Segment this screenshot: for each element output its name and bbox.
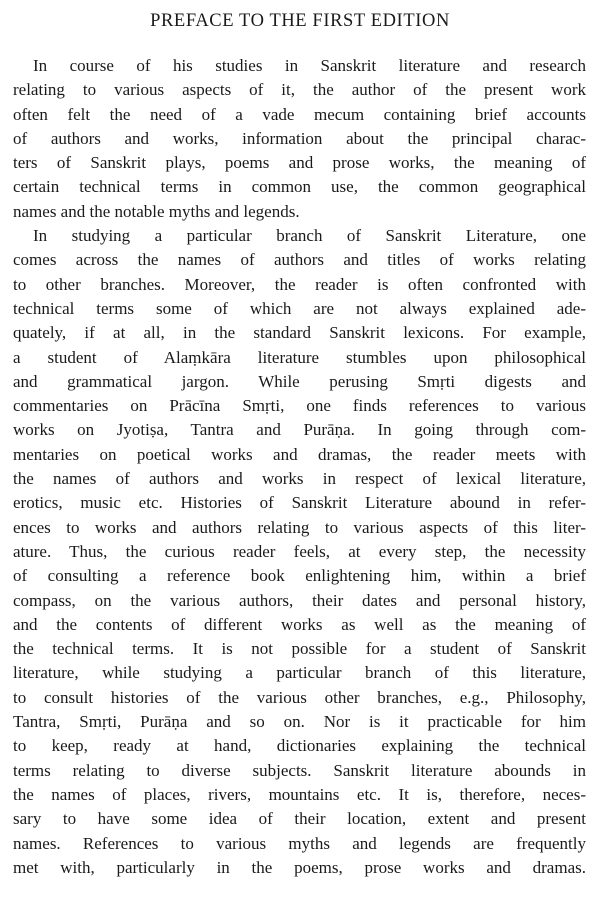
text-line: met with, particularly in the poems, prose works and dramas. (13, 857, 586, 877)
text-line: to keep, ready at hand, dictionaries explaining the technical (13, 736, 586, 756)
text-line: works on Jyotiṣa, Tantra and Purāṇa. In going through com- (13, 420, 586, 440)
text-line: the technical terms. It is not possible for a student of Sanskrit (13, 639, 586, 659)
page-title: PREFACE TO THE FIRST EDITION (150, 11, 450, 31)
text-line: to consult histories of the various other branches, e.g., Philosophy, (13, 687, 586, 707)
text-line: erotics, music etc. Histories of Sanskrit Literature abound in refer- (13, 493, 586, 513)
text-line: and the contents of different works as well as the meaning of (13, 614, 586, 634)
text-line: a student of Alaṃkāra literature stumbles upon philosophical (13, 347, 586, 367)
text-line: ters of Sanskrit plays, poems and prose works, the meaning of (13, 153, 586, 173)
preface-body (13, 54, 586, 880)
text-line: and grammatical jargon. While perusing Smṛti digests and (13, 371, 586, 391)
text-line: of authors and works, information about the principal charac- (13, 128, 586, 148)
text-line: the names of places, rivers, mountains etc. It is, therefore, neces- (13, 784, 586, 804)
text-line: In studying a particular branch of Sanskrit Literature, one (33, 226, 586, 246)
text-line: the names of authors and works in respect of lexical literature, (13, 469, 586, 489)
text-line: of consulting a reference book enlightening him, within a brief (13, 566, 586, 586)
text-line: relating to various aspects of it, the author of the present work (13, 80, 586, 100)
text-line: mentaries on poetical works and dramas, the reader meets with (13, 444, 586, 464)
text-line: names. References to various myths and legends are frequently (13, 833, 586, 853)
text-line: terms relating to diverse subjects. Sanskrit literature abounds in (13, 760, 586, 780)
text-line: commentaries on Prācīna Smṛti, one finds references to various (13, 396, 586, 416)
text-line: ences to works and authors relating to various aspects of this liter- (13, 517, 586, 537)
text-line: certain technical terms in common use, the common geographical (13, 177, 586, 197)
text-line: Tantra, Smṛti, Purāṇa and so on. Nor is it practicable for him (13, 712, 586, 732)
text-line: names and the notable myths and legends. (13, 201, 300, 221)
text-line: compass, on the various authors, their dates and personal history, (13, 590, 586, 610)
text-line: In course of his studies in Sanskrit literature and research (33, 56, 586, 75)
text-line: technical terms some of which are not always explained ade- (13, 298, 586, 318)
text-line: comes across the names of authors and titles of works relating (13, 250, 586, 270)
text-line: sary to have some idea of their location, extent and present (13, 809, 586, 829)
text-line: quately, if at all, in the standard Sanskrit lexicons. For example, (13, 323, 586, 343)
text-line: often felt the need of a vade mecum containing brief accounts (13, 104, 586, 124)
text-line: literature, while studying a particular branch of this literature, (13, 663, 586, 683)
text-line: ature. Thus, the curious reader feels, at every step, the necessity (13, 541, 586, 561)
text-line: to other branches. Moreover, the reader is often confronted with (13, 274, 586, 294)
